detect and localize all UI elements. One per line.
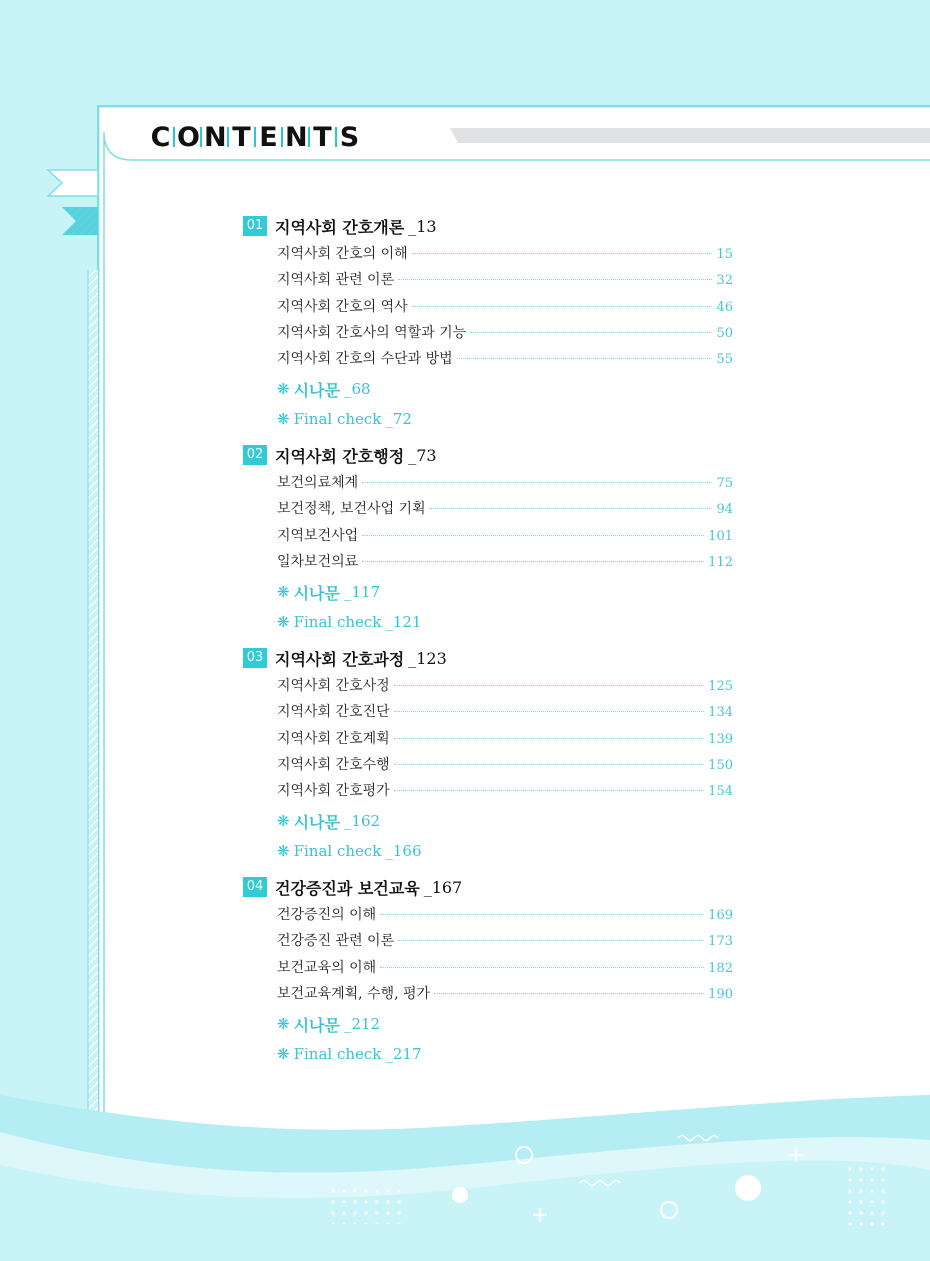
entry-page: 190 [708, 986, 733, 1002]
dot-leader [412, 253, 713, 254]
dot-leader [362, 561, 704, 562]
entry-page: 75 [716, 476, 733, 491]
dot-leader [394, 738, 705, 739]
entry-label: 지역사회 관련 이론 [277, 272, 395, 289]
chapter-03 [243, 643, 733, 872]
entry-page: 182 [708, 960, 733, 976]
title-separator [281, 127, 283, 147]
toc-entry[interactable] [243, 322, 733, 348]
table-of-contents [243, 211, 733, 1075]
entry-label: 지역사회 간호의 이해 [277, 246, 408, 262]
final-check-page: _217 [385, 1045, 422, 1064]
entry-page: 15 [716, 247, 733, 262]
final-check-label: Final check [293, 842, 382, 861]
chapter-page: _13 [408, 216, 437, 236]
chapter-title: 지역사회 간호행정 [275, 446, 405, 466]
asterisk-icon: ❋ [277, 583, 290, 602]
title-letter: O [177, 121, 200, 153]
toc-entry[interactable] [243, 551, 733, 577]
scenario-entry[interactable] [243, 374, 733, 404]
toc-entry[interactable] [243, 701, 733, 727]
toc-entry[interactable] [243, 930, 733, 956]
dot-leader [394, 790, 705, 791]
title-letter: T [232, 121, 251, 153]
dot-leader [457, 358, 713, 359]
toc-entry[interactable] [243, 675, 733, 701]
entry-page: 101 [708, 528, 733, 544]
chapter-page: _73 [408, 445, 437, 465]
title-letter: S [339, 121, 360, 153]
entry-label: 건강증진 관련 이론 [277, 933, 395, 950]
entry-label: 건강증진의 이해 [277, 907, 377, 923]
entry-label: 지역사회 간호사의 역할과 기능 [277, 324, 467, 341]
asterisk-icon: ❋ [277, 812, 290, 831]
toc-entry[interactable] [243, 983, 733, 1009]
chapter-number-badge: 01 [243, 216, 267, 236]
entry-label: 보건교육계획, 수행, 평가 [277, 985, 431, 1002]
chapter-01 [243, 211, 733, 440]
chapter-page: _123 [408, 648, 447, 668]
chapter-title: 건강증진과 보건교육 [275, 878, 420, 898]
asterisk-icon: ❋ [277, 380, 290, 399]
scenario-entry[interactable] [243, 1009, 733, 1039]
chapter-heading[interactable] [243, 211, 733, 241]
final-check-label: Final check [293, 613, 382, 632]
dot-leader [362, 482, 712, 483]
dot-leader [398, 940, 704, 941]
title-letter: T [313, 121, 332, 153]
chapter-04 [243, 872, 733, 1075]
title-separator [308, 127, 310, 147]
entry-page: 46 [716, 299, 733, 315]
toc-entry[interactable] [243, 269, 733, 295]
scenario-entry[interactable] [243, 577, 733, 607]
title-letter: N [204, 121, 227, 153]
chapter-number-badge: 03 [243, 648, 267, 668]
dot-leader [430, 508, 713, 509]
title-separator [254, 127, 256, 147]
title-letter: C [150, 121, 171, 153]
toc-entry[interactable] [243, 243, 733, 269]
final-check-label: Final check [293, 1045, 382, 1064]
chapter-heading[interactable] [243, 440, 733, 470]
dot-leader [434, 993, 704, 994]
toc-entry[interactable] [243, 728, 733, 754]
final-check-page: _72 [385, 410, 412, 429]
toc-entry[interactable] [243, 348, 733, 374]
asterisk-icon: ❋ [277, 842, 290, 861]
entry-label: 보건교육의 이해 [277, 959, 377, 976]
entry-label: 지역사회 간호수행 [277, 756, 390, 773]
contents-title [150, 120, 360, 154]
entry-page: 94 [716, 502, 733, 518]
asterisk-icon: ❋ [277, 613, 290, 632]
entry-page: 139 [708, 731, 733, 747]
toc-entry[interactable] [243, 296, 733, 322]
asterisk-icon: ❋ [277, 1015, 290, 1034]
dot-leader [412, 306, 713, 307]
dot-leader [380, 914, 704, 915]
final-check-entry[interactable] [243, 836, 733, 866]
entry-page: 154 [708, 784, 733, 800]
entry-page: 134 [708, 705, 733, 721]
toc-entry[interactable] [243, 780, 733, 806]
scenario-label: 시나문 [293, 380, 340, 400]
entry-page: 169 [708, 908, 733, 923]
toc-entry[interactable] [243, 957, 733, 983]
final-check-entry[interactable] [243, 404, 733, 434]
entry-label: 보건정책, 보건사업 기획 [277, 501, 426, 518]
toc-entry[interactable] [243, 904, 733, 930]
entry-page: 150 [708, 757, 733, 773]
scenario-page: _117 [343, 583, 381, 602]
scenario-page: _162 [343, 812, 381, 831]
entry-label: 지역사회 간호의 수단과 방법 [277, 351, 453, 368]
chapter-02 [243, 440, 733, 643]
entry-page: 112 [708, 554, 733, 570]
asterisk-icon: ❋ [277, 410, 290, 429]
entry-page: 173 [708, 934, 733, 950]
chapter-number-badge: 04 [243, 877, 267, 897]
chapter-page: _167 [423, 877, 463, 897]
dot-leader [470, 332, 712, 333]
dot-leader [394, 711, 705, 712]
entry-label: 지역사회 간호사정 [277, 678, 390, 694]
entry-label: 지역보건사업 [277, 527, 359, 544]
scenario-entry[interactable] [243, 806, 733, 836]
entry-page: 125 [708, 679, 733, 694]
chapter-title: 지역사회 간호과정 [275, 649, 405, 669]
dot-leader [398, 279, 712, 280]
entry-label: 일차보건의료 [277, 553, 359, 570]
toc-entry[interactable] [243, 525, 733, 551]
toc-entry[interactable] [243, 498, 733, 524]
entry-label: 지역사회 간호평가 [277, 783, 390, 800]
title-separator [335, 127, 337, 147]
dot-leader [394, 764, 705, 765]
toc-entry[interactable] [243, 754, 733, 780]
title-separator [200, 127, 202, 147]
final-check-page: _166 [385, 842, 422, 861]
scenario-label: 시나문 [293, 1015, 340, 1035]
entry-label: 지역사회 간호의 역사 [277, 298, 408, 315]
toc-entry[interactable] [243, 472, 733, 498]
final-check-label: Final check [293, 410, 382, 429]
dot-leader [380, 967, 704, 968]
title-separator [173, 127, 175, 147]
title-letter: N [285, 121, 308, 153]
entry-label: 보건의료체계 [277, 475, 359, 491]
final-check-entry[interactable] [243, 607, 733, 637]
scenario-page: _68 [343, 380, 371, 399]
entry-page: 32 [716, 273, 733, 289]
chapter-number-badge: 02 [243, 445, 267, 465]
scenario-label: 시나문 [293, 812, 340, 832]
scenario-label: 시나문 [293, 583, 340, 603]
asterisk-icon: ❋ [277, 1045, 290, 1064]
entry-page: 50 [716, 325, 733, 341]
title-letter: E [259, 121, 278, 153]
chapter-title: 지역사회 간호개론 [275, 217, 405, 237]
dot-leader [394, 685, 705, 686]
title-separator [227, 127, 229, 147]
entry-page: 55 [716, 352, 733, 368]
final-check-entry[interactable] [243, 1039, 733, 1069]
scenario-page: _212 [343, 1015, 381, 1034]
dot-leader [362, 535, 704, 536]
chapter-heading[interactable] [243, 872, 733, 902]
chapter-heading[interactable] [243, 643, 733, 673]
entry-label: 지역사회 간호진단 [277, 704, 390, 721]
entry-label: 지역사회 간호계획 [277, 730, 390, 747]
final-check-page: _121 [385, 613, 422, 632]
